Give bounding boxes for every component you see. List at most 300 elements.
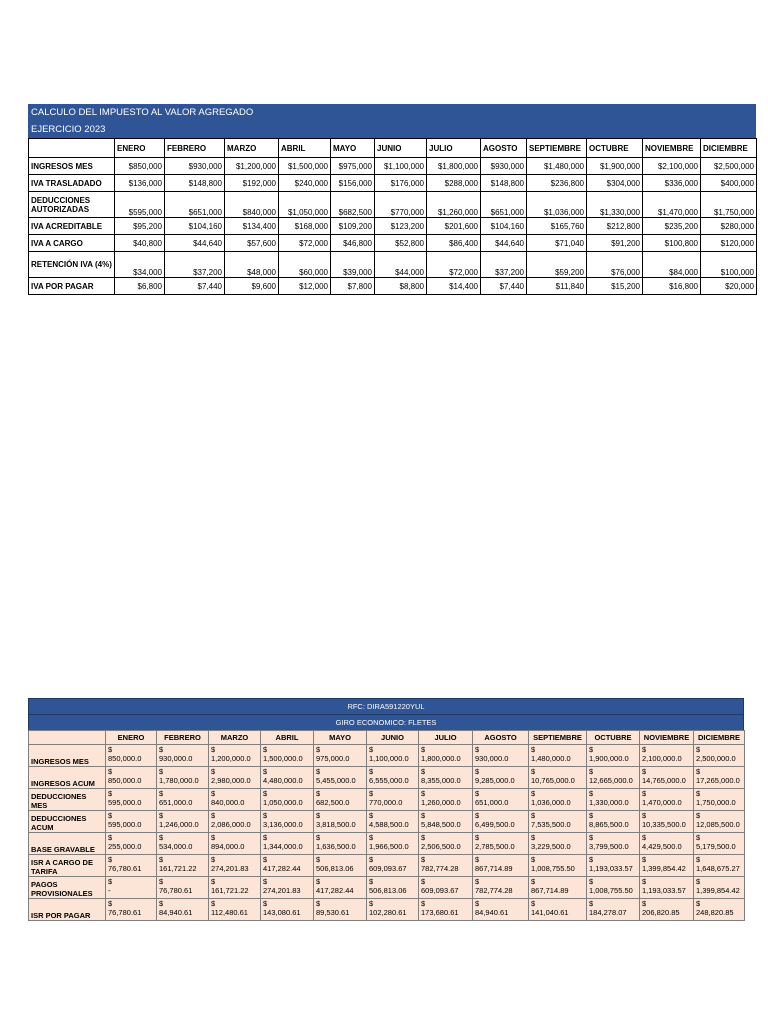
iva-cell: $76,000	[587, 252, 643, 278]
isr-cell	[529, 745, 587, 767]
isr-cell-value: 506,813.06	[369, 886, 407, 895]
isr-rfc: RFC: DIRA591220YUL	[28, 698, 744, 714]
currency-symbol: $	[159, 877, 164, 886]
isr-cell-value: 595,000.0	[108, 798, 142, 807]
isr-cell	[314, 833, 367, 855]
isr-cell	[529, 899, 587, 921]
currency-symbol: $	[531, 855, 536, 864]
currency-symbol: $	[211, 767, 216, 776]
isr-cell-value: 1,399,854.42	[696, 886, 740, 895]
currency-symbol: $	[211, 789, 216, 798]
isr-cell-value: 1,100,000.0	[369, 754, 409, 763]
currency-symbol: $	[475, 833, 480, 842]
currency-symbol: $	[696, 855, 701, 864]
isr-cell-value: 1,470,000.0	[642, 798, 682, 807]
iva-cell: $15,200	[587, 278, 643, 295]
isr-cell	[157, 767, 209, 789]
currency-symbol: $	[159, 855, 164, 864]
isr-cell	[314, 811, 367, 833]
iva-cell: $7,440	[481, 278, 527, 295]
currency-symbol: $	[108, 811, 113, 820]
iva-cell: $104,160	[481, 218, 527, 235]
isr-cell-value: 840,000.0	[211, 798, 245, 807]
isr-cell-value: 1,036,000.0	[531, 798, 571, 807]
iva-table	[28, 138, 757, 295]
iva-row-label: IVA A CARGO	[29, 235, 115, 252]
isr-cell	[473, 899, 529, 921]
currency-symbol: $	[316, 899, 321, 908]
isr-cell-value: 14,765,000.0	[642, 776, 686, 785]
isr-cell-value: 1,330,000.0	[589, 798, 629, 807]
isr-header-empty	[29, 731, 106, 745]
iva-table-row	[29, 192, 757, 218]
isr-cell-value: 248,820.85	[696, 908, 734, 917]
isr-cell	[261, 789, 314, 811]
currency-symbol: $	[642, 811, 647, 820]
iva-cell: $44,640	[165, 235, 225, 252]
isr-cell-value: 609,093.67	[421, 886, 459, 895]
currency-symbol: $	[642, 767, 647, 776]
isr-cell	[529, 767, 587, 789]
isr-cell	[106, 745, 157, 767]
currency-symbol: $	[211, 899, 216, 908]
currency-symbol: $	[263, 789, 268, 798]
iva-cell: $134,400	[225, 218, 279, 235]
isr-cell-value: 8,355,000.0	[421, 776, 461, 785]
iva-cell: $651,000	[165, 192, 225, 218]
isr-row-label: ISR A CARGO DE TARIFA	[29, 855, 106, 877]
currency-symbol: $	[159, 899, 164, 908]
isr-cell-value: 534,000.0	[159, 842, 193, 851]
isr-cell	[587, 789, 640, 811]
currency-symbol: $	[589, 877, 594, 886]
currency-symbol: $	[642, 899, 647, 908]
currency-symbol: $	[696, 833, 701, 842]
iva-cell: $850,000	[115, 158, 165, 175]
isr-cell	[314, 789, 367, 811]
currency-symbol: $	[159, 789, 164, 798]
isr-cell	[419, 745, 473, 767]
currency-symbol: $	[369, 789, 374, 798]
isr-cell	[694, 767, 745, 789]
isr-cell-value: 417,282.44	[263, 864, 301, 873]
iva-month-header: AGOSTO	[481, 139, 527, 158]
iva-month-header: MAYO	[331, 139, 375, 158]
currency-symbol: $	[475, 789, 480, 798]
currency-symbol: $	[589, 789, 594, 798]
iva-cell: $1,470,000	[643, 192, 701, 218]
currency-symbol: $	[475, 877, 480, 886]
isr-cell	[209, 811, 261, 833]
isr-cell	[157, 811, 209, 833]
iva-cell: $14,400	[427, 278, 481, 295]
iva-cell: $9,600	[225, 278, 279, 295]
currency-symbol: $	[475, 855, 480, 864]
isr-cell	[261, 745, 314, 767]
isr-month-header: JUNIO	[367, 731, 419, 745]
currency-symbol: $	[211, 855, 216, 864]
isr-cell	[157, 877, 209, 899]
isr-month-header: SEPTIEMBRE	[529, 731, 587, 745]
currency-symbol: $	[642, 745, 647, 754]
currency-symbol: $	[531, 767, 536, 776]
isr-table-row	[29, 745, 745, 767]
isr-cell-value: 651,000.0	[159, 798, 193, 807]
iva-month-header: DICIEMBRE	[701, 139, 757, 158]
currency-symbol: $	[263, 899, 268, 908]
isr-cell	[640, 855, 694, 877]
isr-cell	[640, 877, 694, 899]
isr-cell	[419, 767, 473, 789]
isr-cell-value: 2,100,000.0	[642, 754, 682, 763]
isr-cell	[587, 745, 640, 767]
currency-symbol: $	[108, 855, 113, 864]
isr-cell	[419, 855, 473, 877]
isr-cell-value: 76,780.61	[159, 886, 193, 895]
isr-cell	[314, 899, 367, 921]
isr-cell	[473, 877, 529, 899]
isr-cell	[261, 833, 314, 855]
iva-cell: $11,840	[527, 278, 587, 295]
isr-cell	[640, 833, 694, 855]
iva-cell: $95,200	[115, 218, 165, 235]
isr-cell-value: 651,000.0	[475, 798, 509, 807]
currency-symbol: $	[642, 789, 647, 798]
isr-cell-value: 5,179,500.0	[696, 842, 736, 851]
currency-symbol: $	[421, 811, 426, 820]
isr-cell-value: 506,813.06	[316, 864, 354, 873]
iva-calculation-block	[28, 104, 756, 295]
iva-row-label: IVA POR PAGAR	[29, 278, 115, 295]
iva-cell: $1,480,000	[527, 158, 587, 175]
iva-cell: $123,200	[375, 218, 427, 235]
currency-symbol: $	[263, 833, 268, 842]
isr-cell-value: 850,000.0	[108, 776, 142, 785]
isr-cell-value: 6,555,000.0	[369, 776, 409, 785]
iva-cell: $201,600	[427, 218, 481, 235]
iva-cell: $1,036,000	[527, 192, 587, 218]
iva-cell: $148,800	[165, 175, 225, 192]
isr-cell	[529, 855, 587, 877]
iva-cell: $288,000	[427, 175, 481, 192]
isr-cell	[261, 899, 314, 921]
isr-row-label: INGRESOS MES	[29, 745, 106, 767]
isr-cell	[529, 833, 587, 855]
iva-month-header: ABRIL	[279, 139, 331, 158]
isr-row-label: DEDUCCIONES MES	[29, 789, 106, 811]
isr-cell	[640, 767, 694, 789]
currency-symbol: $	[421, 833, 426, 842]
isr-cell	[367, 899, 419, 921]
isr-cell-value: 1,480,000.0	[531, 754, 571, 763]
isr-cell-value: 9,285,000.0	[475, 776, 515, 785]
currency-symbol: $	[263, 811, 268, 820]
iva-cell: $100,800	[643, 235, 701, 252]
isr-cell	[261, 855, 314, 877]
isr-cell	[367, 745, 419, 767]
isr-month-header: FEBRERO	[157, 731, 209, 745]
isr-cell	[157, 745, 209, 767]
isr-cell	[529, 811, 587, 833]
isr-cell-value: 1,193,033.57	[642, 886, 686, 895]
currency-symbol: $	[316, 811, 321, 820]
currency-symbol: $	[369, 899, 374, 908]
isr-table-row	[29, 899, 745, 921]
iva-month-header: SEPTIEMBRE	[527, 139, 587, 158]
currency-symbol: $	[369, 833, 374, 842]
isr-cell-value: 609,093.67	[369, 864, 407, 873]
currency-symbol: $	[421, 855, 426, 864]
iva-cell: $20,000	[701, 278, 757, 295]
isr-cell-value: 1,260,000.0	[421, 798, 461, 807]
isr-cell-value: 274,201.83	[263, 886, 301, 895]
isr-cell-value: 894,000.0	[211, 842, 245, 851]
currency-symbol: $	[316, 767, 321, 776]
iva-cell: $46,800	[331, 235, 375, 252]
iva-cell: $2,100,000	[643, 158, 701, 175]
isr-cell-value: 930,000.0	[159, 754, 193, 763]
isr-cell-value: 1,780,000.0	[159, 776, 199, 785]
isr-cell	[106, 789, 157, 811]
isr-cell-value: 1,800,000.0	[421, 754, 461, 763]
iva-cell: $104,160	[165, 218, 225, 235]
isr-row-label: INGRESOS ACUM	[29, 767, 106, 789]
isr-cell	[314, 745, 367, 767]
iva-header-empty	[29, 139, 115, 158]
isr-cell-value: 184,278.07	[589, 908, 627, 917]
iva-cell: $7,800	[331, 278, 375, 295]
iva-cell: $682,500	[331, 192, 375, 218]
iva-cell: $1,500,000	[279, 158, 331, 175]
iva-row-label: INGRESOS MES	[29, 158, 115, 175]
isr-cell	[694, 855, 745, 877]
isr-cell	[367, 767, 419, 789]
isr-cell-value: 274,201.83	[211, 864, 249, 873]
currency-symbol: $	[108, 899, 113, 908]
isr-cell	[367, 811, 419, 833]
isr-month-header: ENERO	[106, 731, 157, 745]
iva-cell: $1,260,000	[427, 192, 481, 218]
iva-cell: $651,000	[481, 192, 527, 218]
isr-month-header: AGOSTO	[473, 731, 529, 745]
isr-cell-value: 1,900,000.0	[589, 754, 629, 763]
isr-cell	[694, 789, 745, 811]
iva-cell: $1,800,000	[427, 158, 481, 175]
isr-body	[29, 745, 745, 921]
isr-cell-value: 76,780.61	[108, 908, 142, 917]
isr-cell	[529, 877, 587, 899]
isr-cell	[367, 833, 419, 855]
currency-symbol: $	[211, 833, 216, 842]
iva-cell: $34,000	[115, 252, 165, 278]
currency-symbol: $	[369, 877, 374, 886]
isr-cell-value: 84,940.61	[159, 908, 193, 917]
isr-cell	[587, 833, 640, 855]
currency-symbol: $	[159, 833, 164, 842]
currency-symbol: $	[316, 855, 321, 864]
isr-cell-value: 4,480,000.0	[263, 776, 303, 785]
isr-cell	[694, 833, 745, 855]
iva-cell: $60,000	[279, 252, 331, 278]
isr-cell-value: 4,588,500.0	[369, 820, 409, 829]
isr-cell-value: 4,429,500.0	[642, 842, 682, 851]
currency-symbol: $	[589, 833, 594, 842]
currency-symbol: $	[108, 833, 113, 842]
iva-cell: $1,750,000	[701, 192, 757, 218]
isr-cell-value: 206,820.85	[642, 908, 680, 917]
isr-table-row	[29, 811, 745, 833]
isr-giro: GIRO ECONOMICO: FLETES	[28, 714, 744, 730]
iva-cell: $148,800	[481, 175, 527, 192]
isr-cell	[473, 855, 529, 877]
currency-symbol: $	[108, 767, 113, 776]
isr-cell	[209, 833, 261, 855]
isr-cell	[587, 877, 640, 899]
isr-cell-value: 3,229,500.0	[531, 842, 571, 851]
iva-cell: $930,000	[165, 158, 225, 175]
isr-cell	[314, 855, 367, 877]
isr-cell	[694, 899, 745, 921]
isr-cell	[367, 789, 419, 811]
isr-cell-value: 161,721.22	[159, 864, 197, 873]
isr-cell-value: 3,818,500.0	[316, 820, 356, 829]
currency-symbol: $	[696, 789, 701, 798]
isr-cell	[157, 899, 209, 921]
isr-cell-value: 782,774.28	[421, 864, 459, 873]
iva-cell: $72,000	[427, 252, 481, 278]
currency-symbol: $	[108, 745, 113, 754]
iva-cell: $2,500,000	[701, 158, 757, 175]
iva-cell: $168,000	[279, 218, 331, 235]
isr-table-row	[29, 877, 745, 899]
iva-cell: $176,000	[375, 175, 427, 192]
isr-cell-value: 595,000.0	[108, 820, 142, 829]
currency-symbol: $	[263, 767, 268, 776]
iva-cell: $100,000	[701, 252, 757, 278]
isr-cell	[694, 811, 745, 833]
currency-symbol: $	[531, 745, 536, 754]
isr-month-header: OCTUBRE	[587, 731, 640, 745]
isr-cell-value: 1,246,000.0	[159, 820, 199, 829]
currency-symbol: $	[159, 767, 164, 776]
currency-symbol: $	[211, 811, 216, 820]
isr-cell	[587, 899, 640, 921]
isr-cell-value: 930,000.0	[475, 754, 509, 763]
isr-cell-value: 112,480.61	[211, 908, 248, 917]
iva-cell: $156,000	[331, 175, 375, 192]
isr-cell	[261, 767, 314, 789]
isr-cell-value: 417,282.44	[316, 886, 354, 895]
isr-cell-value: 6,499,500.0	[475, 820, 515, 829]
isr-cell-value: 1,750,000.0	[696, 798, 736, 807]
isr-cell	[587, 811, 640, 833]
isr-cell	[157, 833, 209, 855]
currency-symbol: $	[316, 745, 321, 754]
currency-symbol: $	[589, 899, 594, 908]
isr-cell	[694, 745, 745, 767]
isr-cell-value: 173,680.61	[421, 908, 459, 917]
iva-cell: $71,040	[527, 235, 587, 252]
isr-cell	[209, 767, 261, 789]
isr-month-header: JULIO	[419, 731, 473, 745]
iva-cell: $40,800	[115, 235, 165, 252]
isr-cell	[473, 767, 529, 789]
iva-month-header: OCTUBRE	[587, 139, 643, 158]
isr-row-label: BASE GRAVABLE	[29, 833, 106, 855]
currency-symbol: $	[696, 767, 701, 776]
iva-month-header: JULIO	[427, 139, 481, 158]
isr-cell	[209, 789, 261, 811]
isr-cell-value: 5,455,000.0	[316, 776, 356, 785]
iva-cell: $930,000	[481, 158, 527, 175]
currency-symbol: $	[696, 899, 701, 908]
iva-cell: $8,800	[375, 278, 427, 295]
isr-cell-value: 12,085,500.0	[696, 820, 740, 829]
currency-symbol: $	[475, 811, 480, 820]
isr-cell	[419, 833, 473, 855]
iva-cell: $192,000	[225, 175, 279, 192]
isr-header-row	[29, 731, 745, 745]
currency-symbol: $	[211, 745, 216, 754]
currency-symbol: $	[421, 767, 426, 776]
isr-cell-value: 2,086,000.0	[211, 820, 251, 829]
iva-cell: $7,440	[165, 278, 225, 295]
currency-symbol: $	[316, 877, 321, 886]
isr-cell	[473, 811, 529, 833]
currency-symbol: $	[421, 877, 426, 886]
isr-cell-value: 1,500,000.0	[263, 754, 303, 763]
isr-cell	[419, 811, 473, 833]
isr-cell-value: 10,765,000.0	[531, 776, 575, 785]
isr-cell-value: 1,200,000.0	[211, 754, 251, 763]
isr-calculation-block	[28, 698, 744, 921]
isr-cell	[529, 789, 587, 811]
currency-symbol: $	[589, 855, 594, 864]
isr-cell	[473, 789, 529, 811]
iva-cell: $212,800	[587, 218, 643, 235]
isr-cell-value: 850,000.0	[108, 754, 142, 763]
isr-cell-value: 17,265,000.0	[696, 776, 740, 785]
isr-cell-value: 143,080.61	[263, 908, 301, 917]
isr-cell	[367, 877, 419, 899]
isr-cell	[261, 877, 314, 899]
iva-month-header: ENERO	[115, 139, 165, 158]
isr-cell-value: 1,399,854.42	[642, 864, 686, 873]
isr-row-label: ISR POR PAGAR	[29, 899, 106, 921]
iva-cell: $165,760	[527, 218, 587, 235]
iva-table-row	[29, 235, 757, 252]
isr-cell-value: 1,648,675.27	[696, 864, 740, 873]
isr-cell	[106, 811, 157, 833]
isr-row-label: DEDUCCIONES ACUM	[29, 811, 106, 833]
iva-row-label: IVA TRASLADADO	[29, 175, 115, 192]
currency-symbol: $	[316, 833, 321, 842]
isr-cell	[473, 745, 529, 767]
iva-cell: $48,000	[225, 252, 279, 278]
isr-cell	[157, 789, 209, 811]
isr-cell	[694, 877, 745, 899]
currency-symbol: $	[642, 855, 647, 864]
iva-cell: $1,900,000	[587, 158, 643, 175]
iva-cell: $840,000	[225, 192, 279, 218]
isr-cell	[209, 855, 261, 877]
iva-table-row	[29, 175, 757, 192]
currency-symbol: $	[531, 877, 536, 886]
currency-symbol: $	[475, 899, 480, 908]
iva-cell: $52,800	[375, 235, 427, 252]
iva-cell: $1,200,000	[225, 158, 279, 175]
isr-cell-value: 867,714.89	[475, 864, 513, 873]
